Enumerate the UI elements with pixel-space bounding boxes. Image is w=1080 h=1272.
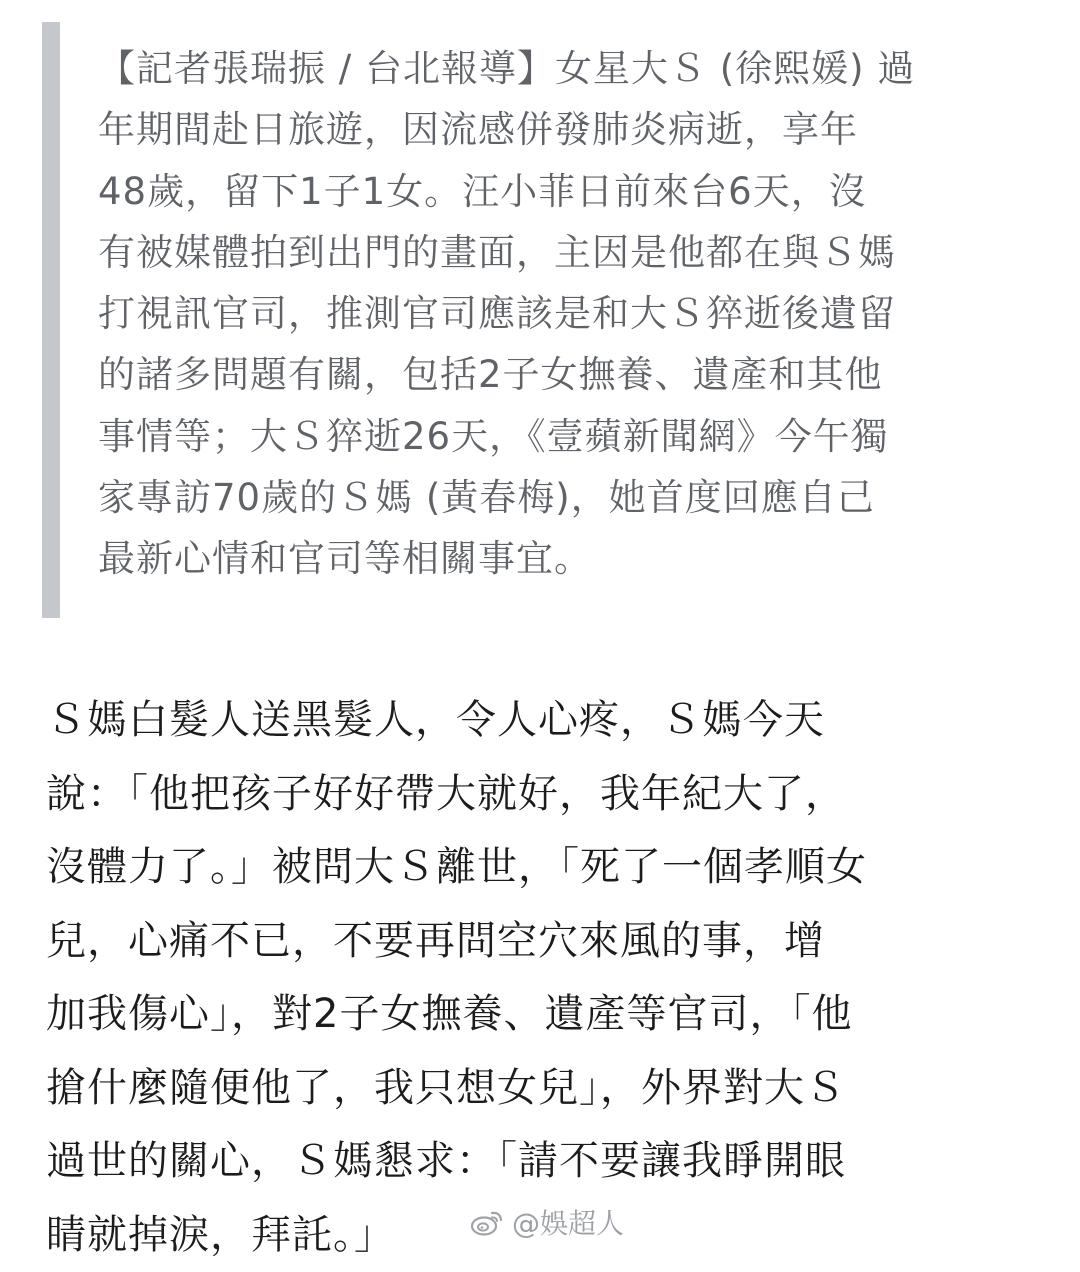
body-line: 兒，心痛不已，不要再問空穴來風的事，增 (46, 905, 1046, 979)
body-line: 搶什麼隨便他了，我只想女兒」，外界對大Ｓ (46, 1052, 1046, 1126)
quote-line: 事情等；大Ｓ猝逝26天，《壹蘋新聞網》今午獨 (98, 406, 1038, 467)
quote-line: 48歲，留下1子1女。汪小菲日前來台6天，沒 (98, 161, 1038, 222)
body-line: 加我傷心」，對2子女撫養、遺產等官司，「他 (46, 978, 1046, 1052)
quote-line: 打視訊官司，推測官司應該是和大Ｓ猝逝後遺留 (98, 283, 1038, 344)
body-line: Ｓ媽白髮人送黑髮人，令人心疼，Ｓ媽今天 (46, 684, 1046, 758)
quote-line: 家專訪70歲的Ｓ媽 (黃春梅)，她首度回應自己 (98, 467, 1038, 528)
quote-line: 有被媒體拍到出門的畫面，主因是他都在與Ｓ媽 (98, 222, 1038, 283)
article-body-paragraph (46, 684, 1046, 1272)
body-line: 過世的關心，Ｓ媽懇求：「請不要讓我睜開眼 (46, 1125, 1046, 1199)
quote-text (98, 38, 1038, 590)
quote-line: 的諸多問題有關，包括2子女撫養、遺產和其他 (98, 344, 1038, 405)
body-line: 沒體力了。」被問大Ｓ離世，「死了一個孝順女 (46, 831, 1046, 905)
body-line: 睛就掉淚，拜託。」 (46, 1199, 1046, 1272)
body-line: 說：「他把孩子好好帶大就好，我年紀大了， (46, 758, 1046, 832)
watermark-text: @娛超人 (512, 1202, 624, 1242)
weibo-icon (470, 1207, 504, 1237)
weibo-watermark (470, 1200, 624, 1244)
article-quote-block (42, 22, 1042, 618)
quote-line: 最新心情和官司等相關事宜。 (98, 528, 1038, 589)
quote-bar (42, 22, 60, 618)
quote-line: 年期間赴日旅遊，因流感併發肺炎病逝，享年 (98, 99, 1038, 160)
quote-line: 【記者張瑞振 / 台北報導】女星大Ｓ (徐熙媛) 過 (98, 38, 1038, 99)
